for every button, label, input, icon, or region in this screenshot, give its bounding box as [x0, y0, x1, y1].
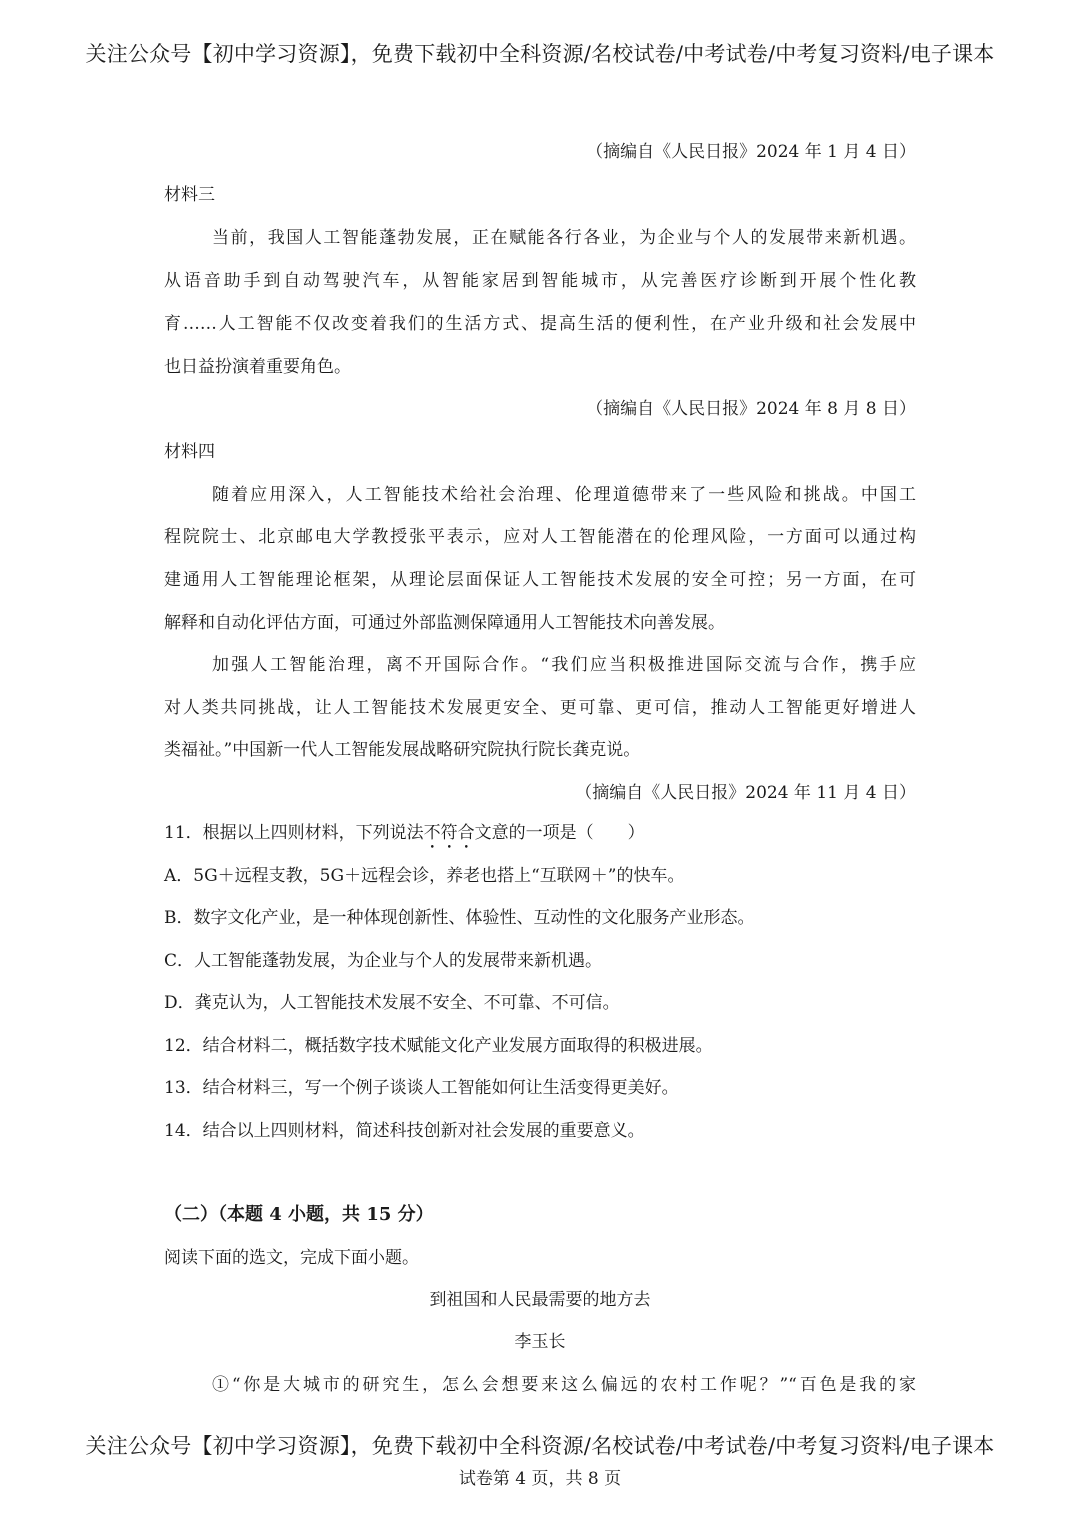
option-b: B．数字文化产业，是一种体现创新性、体验性、互动性的文化服务产业形态。	[164, 908, 755, 928]
footer-banner: 关注公众号【初中学习资源】，免费下载初中全科资源/名校试卷/中考试卷/中考复习资料/电子课本	[85, 1434, 995, 1458]
question-13: 13．结合材料三，写一个例子谈谈人工智能如何让生活变得更美好。	[164, 1078, 679, 1098]
option-a: A．5G＋远程支教，5G＋远程会诊，养老也搭上“互联网＋”的快车。	[164, 866, 685, 886]
material-4-title: 材料四	[164, 442, 215, 462]
header-banner: 关注公众号【初中学习资源】，免费下载初中全科资源/名校试卷/中考试卷/中考复习资料/电子课本	[85, 42, 995, 66]
page-number: 试卷第 4 页，共 8 页	[458, 1469, 622, 1489]
material-3-paragraph-line: 当前，我国人工智能蓬勃发展，正在赋能各行各业，为企业与个人的发展带来新机遇。	[212, 228, 916, 248]
section-2-heading: （二）（本题 4 小题，共 15 分）	[164, 1204, 434, 1225]
option-d: D．龚克认为，人工智能技术发展不安全、不可靠、不可信。	[164, 993, 620, 1013]
question-11-prefix: 11．根据以上四则材料，下列说法	[164, 823, 424, 843]
material-3-paragraph-line: 从语音助手到自动驾驶汽车，从智能家居到智能城市，从完善医疗诊断到开展个性化教	[164, 271, 916, 291]
question-11	[164, 821, 916, 853]
material-3-title: 材料三	[164, 185, 215, 205]
source-citation-material-4: （摘编自《人民日报》2024 年 11 月 4 日）	[575, 783, 916, 803]
material-4-paragraph-line: 类福祉。”中国新一代人工智能发展战略研究院执行院长龚克说。	[164, 740, 641, 760]
source-citation-material-2: （摘编自《人民日报》2024 年 1 月 4 日）	[586, 142, 916, 162]
material-4-paragraph-line: 随着应用深入，人工智能技术给社会治理、伦理道德带来了一些风险和挑战。中国工	[212, 485, 916, 505]
material-3-paragraph-line: 育……人工智能不仅改变着我们的生活方式、提高生活的便利性，在产业升级和社会发展中	[164, 314, 916, 334]
material-4-paragraph-line: 程院院士、北京邮电大学教授张平表示，应对人工智能潜在的伦理风险，一方面可以通过构	[164, 527, 916, 547]
article-paragraph-line: ①“你是大城市的研究生，怎么会想要来这么偏远的农村工作呢？”“百色是我的家	[212, 1375, 916, 1395]
material-4-paragraph-line: 解释和自动化评估方面，可通过外部监测保障通用人工智能技术向善发展。	[164, 613, 725, 633]
question-11-suffix: 文意的一项是（ ）	[474, 823, 645, 843]
article-author: 李玉长	[514, 1332, 566, 1352]
material-4-paragraph-line: 建通用人工智能理论框架，从理论层面保证人工智能技术发展的安全可控；另一方面，在可	[164, 570, 916, 590]
material-4-paragraph-line: 对人类共同挑战，让人工智能技术发展更安全、更可靠、更可信，推动人工智能更好增进人	[164, 698, 916, 718]
question-14: 14．结合以上四则材料，简述科技创新对社会发展的重要意义。	[164, 1121, 645, 1141]
question-12: 12．结合材料二，概括数字技术赋能文化产业发展方面取得的积极进展。	[164, 1036, 713, 1056]
material-4-paragraph-line: 加强人工智能治理，离不开国际合作。“我们应当积极推进国际交流与合作，携手应	[212, 655, 916, 675]
source-citation-material-3: （摘编自《人民日报》2024 年 8 月 8 日）	[586, 399, 916, 419]
article-title: 到祖国和人民最需要的地方去	[429, 1290, 651, 1310]
question-11-emphasis: 不符合	[423, 823, 475, 843]
option-c: C．人工智能蓬勃发展，为企业与个人的发展带来新机遇。	[164, 951, 603, 971]
material-3-paragraph-line: 也日益扮演着重要角色。	[164, 357, 351, 377]
section-2-instruction: 阅读下面的选文，完成下面小题。	[164, 1248, 419, 1268]
